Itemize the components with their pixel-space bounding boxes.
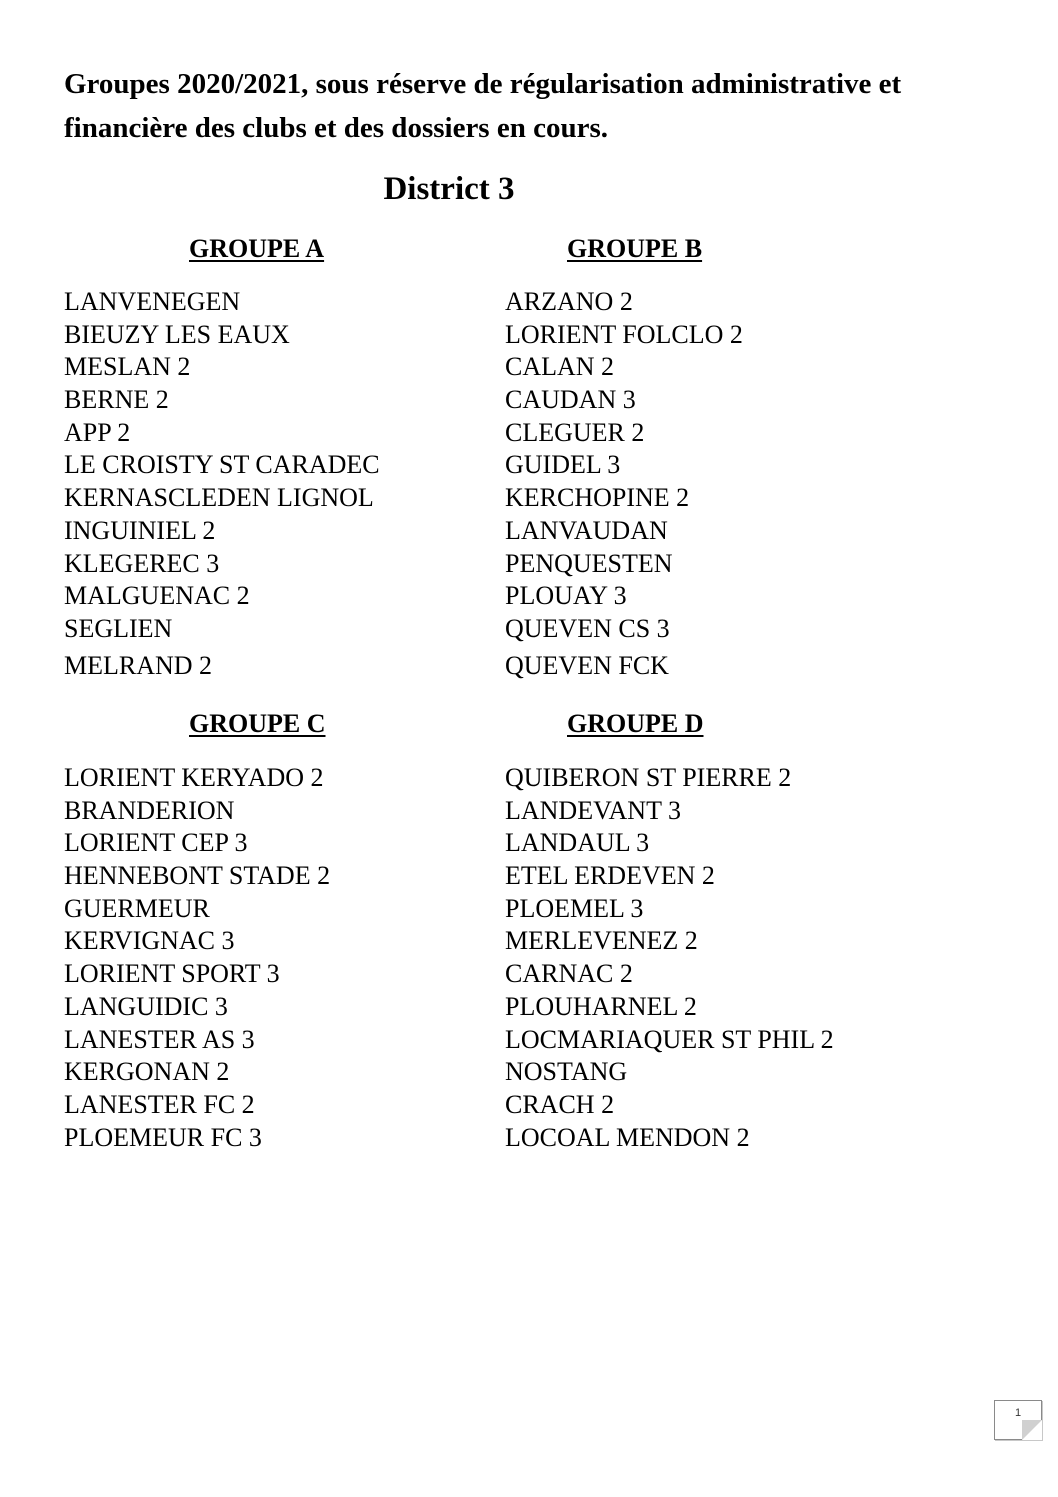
team-list-item: LANDAUL 3: [505, 828, 650, 858]
team-list-item: KERGONAN 2: [64, 1057, 230, 1087]
team-list-item: KERCHOPINE 2: [505, 483, 690, 513]
team-list-item: KLEGEREC 3: [64, 548, 220, 578]
team-list-item: GUIDEL 3: [505, 450, 621, 480]
team-list-item: PENQUESTEN: [505, 548, 673, 578]
team-list-item: CRACH 2: [505, 1089, 615, 1119]
group-a-team-list: [64, 286, 380, 682]
team-list-item: ARZANO 2: [505, 287, 633, 316]
team-list-item: KERVIGNAC 3: [64, 926, 235, 956]
team-list-item: LORIENT FOLCLO 2: [505, 319, 743, 349]
page-number: 1: [1014, 1407, 1022, 1419]
team-list-item: LORIENT KERYADO 2: [64, 763, 324, 792]
group-d-team-list: [505, 762, 834, 1154]
group-a-title: GROUPE A: [189, 234, 325, 263]
team-list-item: MELRAND 2: [64, 650, 213, 680]
team-list-item: BERNE 2: [64, 385, 169, 415]
team-list-item: CARNAC 2: [505, 959, 633, 989]
team-list-item: LANVENEGEN: [64, 287, 241, 316]
team-list-item: LORIENT SPORT 3: [64, 959, 280, 989]
team-list-item: LANESTER FC 2: [64, 1089, 255, 1119]
team-list-item: PLOUAY 3: [505, 581, 627, 611]
team-list-item: MERLEVENEZ 2: [505, 926, 698, 956]
team-list-item: CAUDAN 3: [505, 385, 636, 415]
district-title: District 3: [383, 171, 515, 207]
team-list-item: GUERMEUR: [64, 893, 210, 923]
team-list-item: PLOUHARNEL 2: [505, 991, 697, 1021]
team-list-item: MALGUENAC 2: [64, 581, 250, 611]
team-list-item: PLOEMEUR FC 3: [64, 1122, 262, 1152]
team-list-item: QUEVEN FCK: [505, 650, 669, 680]
team-list-item: KERNASCLEDEN LIGNOL: [64, 483, 374, 513]
team-list-item: LANGUIDIC 3: [64, 991, 228, 1021]
team-list-item: LORIENT CEP 3: [64, 828, 248, 858]
team-list-item: QUEVEN CS 3: [505, 613, 670, 643]
team-list-item: BIEUZY LES EAUX: [64, 319, 290, 349]
page-corner-fold: [1022, 1420, 1042, 1440]
team-list-item: ETEL ERDEVEN 2: [505, 861, 715, 891]
page-number-box: [994, 1400, 1042, 1440]
group-c-title: GROUPE C: [189, 709, 326, 738]
team-list-item: PLOEMEL 3: [505, 893, 644, 923]
team-list-item: APP 2: [64, 417, 131, 447]
team-list-item: MESLAN 2: [64, 352, 191, 382]
team-list-item: SEGLIEN: [64, 613, 173, 643]
team-list-item: NOSTANG: [505, 1057, 628, 1087]
team-list-item: CALAN 2: [505, 352, 615, 382]
team-list-item: LANVAUDAN: [505, 515, 668, 545]
team-list-item: LOCOAL MENDON 2: [505, 1122, 750, 1152]
team-list-item: INGUINIEL 2: [64, 515, 216, 545]
group-d-title: GROUPE D: [567, 709, 704, 738]
group-b-title: GROUPE B: [567, 234, 703, 263]
team-list-item: LANESTER AS 3: [64, 1024, 255, 1054]
group-c-team-list: [64, 762, 330, 1154]
team-list-item: HENNEBONT STADE 2: [64, 861, 331, 891]
team-list-item: LANDEVANT 3: [505, 795, 681, 825]
team-list-item: QUIBERON ST PIERRE 2: [505, 763, 792, 792]
team-list-item: CLEGUER 2: [505, 417, 645, 447]
team-list-item: BRANDERION: [64, 795, 235, 825]
team-list-item: LE CROISTY ST CARADEC: [64, 450, 380, 480]
team-list-item: LOCMARIAQUER ST PHIL 2: [505, 1024, 834, 1054]
document-heading: Groupes 2020/2021, sous réserve de régularisation administrative et financière des clubs et des dossiers en cours.: [64, 68, 902, 144]
group-b-team-list: [505, 286, 743, 682]
